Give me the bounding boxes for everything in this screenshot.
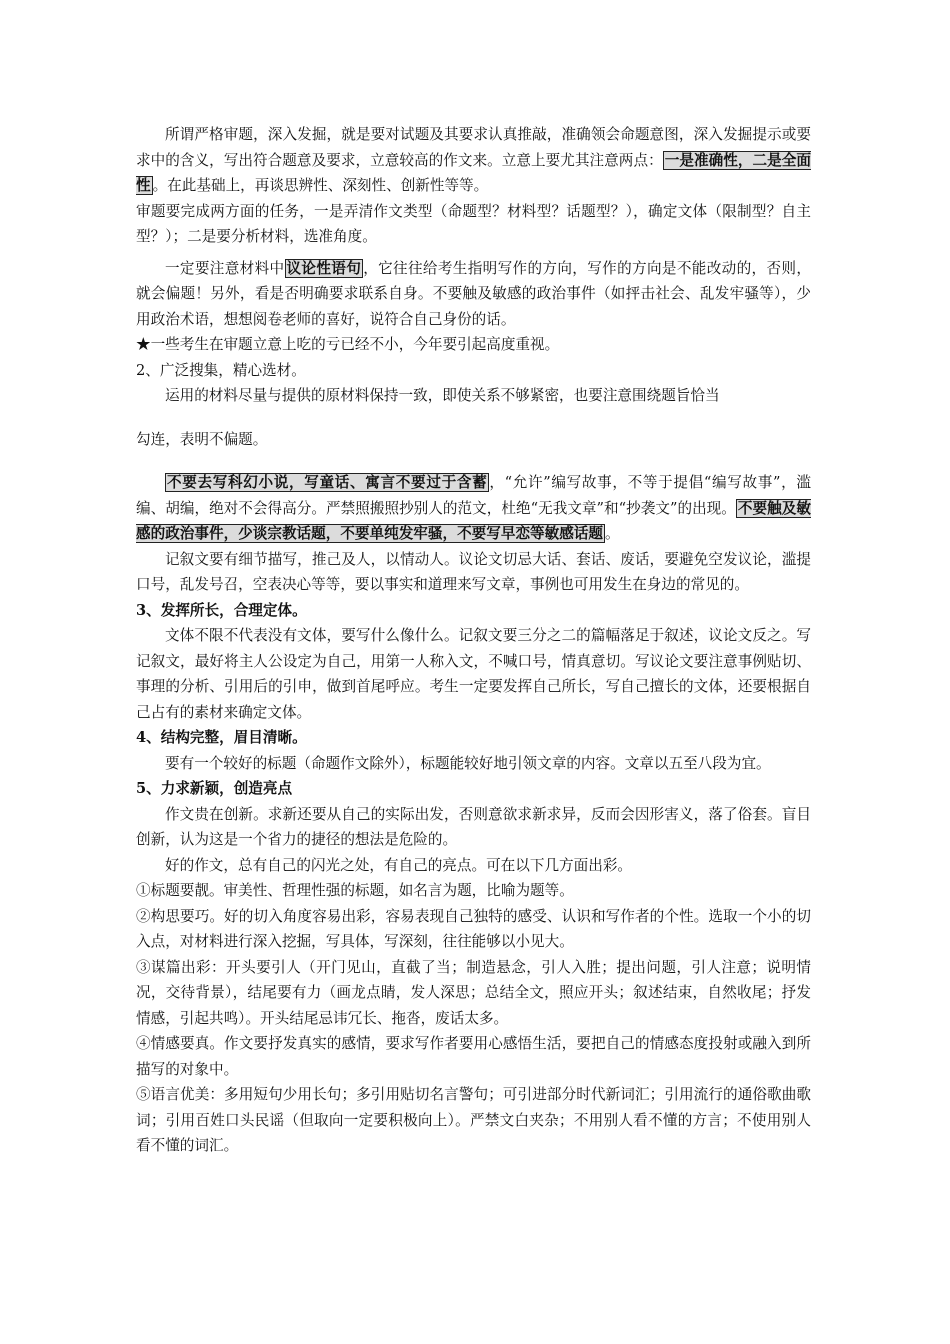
paragraph-material-b: 勾连，表明不偏题。 [136,430,268,448]
paragraph-warnings: 不要去写科幻小说，写童话、寓言不要过于含蓄 ，“允许”编写故事，不等于提倡“编写故事”，滥编、胡编，绝对不会得高分。严禁照搬照抄别人的范文，杜绝“无我文章”和“抄袭文”的出现。 不要触及敏感的政治事件，少谈宗教话题，不要单纯发牢骚，不要写早恋等敏感话题 。 [136,474,811,542]
section-heading-3: 3、发挥所长，合理定体。 [136,601,307,619]
list-item-title: ①标题要靓。审美性、哲理性强的标题，如名言为题，比喻为题等。 [136,882,574,899]
section-heading-2: 2、广泛搜集，精心选材。 [136,361,306,379]
paragraph-strict-review: 所谓严格审题，深入发掘，就是要对试题及其要求认真推敲，准确领会命题意图，深入发掘提示或要求中的含义，写出符合题意及要求，立意较高的作文来。立意上要尤其注意两点： 一是准确性，二是全面性 。在此基础上，再谈思辨性、深刻性、创新性等等。 [136,126,811,194]
list-item-language: ⑤语言优美：多用短句少用长句；多引用贴切名言警句；可引进部分时代新词汇；引用流行的通俗歌曲歌词；引用百姓口头民谣（但取向一定要积极向上）。严禁文白夹杂；不用别人看不懂的方言；不使用别人看不懂的词汇。 [136,1086,811,1154]
paragraph-innovation: 作文贵在创新。求新还要从自己的实际出发，否则意欲求新求异，反而会因形害义，落了俗套。盲目创新，认为这是一个省力的捷径的想法是危险的。 [136,805,811,848]
list-item-emotion: ④情感要真。作文要抒发真实的感情，要求写作者要用心感悟生活，要把自己的情感态度投射或融入到所描写的对象中。 [136,1035,811,1078]
highlight-sensitive-topics: 不要触及敏感的政治事件，少谈宗教话题，不要单纯发牢骚，不要写早恋等敏感话题 [136,499,811,542]
paragraph-review-tasks: 审题要完成两方面的任务，一是弄清作文类型（命题型？材料型？话题型？），确定文体（限制型？自主型？）；二是要分析材料，选准角度。 [136,202,811,245]
paragraph-argument-sentences: 一定要注意材料中 议论性语句 ，它往往给考生指明写作的方向，写作的方向是不能改动的，否则，就会偏题！另外，看是否明确要求联系自身。不要触及敏感的政治事件（如抨击社会、乱发牢骚等），少用政治术语，想想阅卷老师的喜好，说符合自己身份的话。 [136,259,811,328]
list-item-composition: ③谋篇出彩：开头要引人（开门见山，直截了当；制造悬念，引人入胜；提出问题，引人注意；说明情况，交待背景），结尾要有力（画龙点睛，发人深思；总结全文，照应开头；叙述结束，自然收尾；抒发情感，引起共鸣）。开头结尾忌讳冗长、拖沓，废话太多。 [136,958,811,1027]
highlight-argument-sentence: 议论性语句 [286,259,362,277]
section-heading-4: 4、结构完整，眉目清晰。 [136,729,307,746]
list-item-conception: ②构思要巧。好的切入角度容易出彩，容易表现自己独特的感受、认识和写作者的个性。选取一个小的切入点，对材料进行深入挖掘，写具体，写深刻，往往能够以小见大。 [136,907,811,950]
paragraph-structure: 要有一个较好的标题（命题作文除外），标题能较好地引领文章的内容。文章以五至八段为宜。 [165,754,771,772]
highlight-no-scifi: 不要去写科幻小说，写童话、寓言不要过于含蓄 [167,474,488,491]
paragraph-star-note: ★一些考生在审题立意上吃的亏已经不小，今年要引起高度重视。 [136,336,560,353]
section-heading-5: 5、力求新颖，创造亮点 [136,780,293,797]
highlight-accuracy: 一是准确性，二是全面性 [136,151,811,194]
paragraph-material-a: 运用的材料尽量与提供的原材料保持一致，即使关系不够紧密，也要注意围绕题旨恰当 [165,387,720,404]
document-body [136,122,811,1159]
paragraph-highlights: 好的作文，总有自己的闪光之处，有自己的亮点。可在以下几方面出彩。 [165,856,633,874]
paragraph-narrative-tips: 记叙文要有细节描写，推己及人，以情动人。议论文切忌大话、套话、废话，要避免空发议论，滥提口号，乱发号召，空表决心等等，要以事实和道理来写文章，事例也可用发生在身边的常见的。 [136,550,811,593]
paragraph-genre: 文体不限不代表没有文体，要写什么像什么。记叙文要三分之二的篇幅落足于叙述，议论文反之。写记叙文，最好将主人公设定为自己，用第一人称入文，不喊口号，情真意切。写议论文要注意事例贴切、事理的分析、引用后的引申，做到首尾呼应。考生一定要发挥自己所长，写自己擅长的文体，还要根据自己占有的素材来确定文体。 [136,627,811,721]
